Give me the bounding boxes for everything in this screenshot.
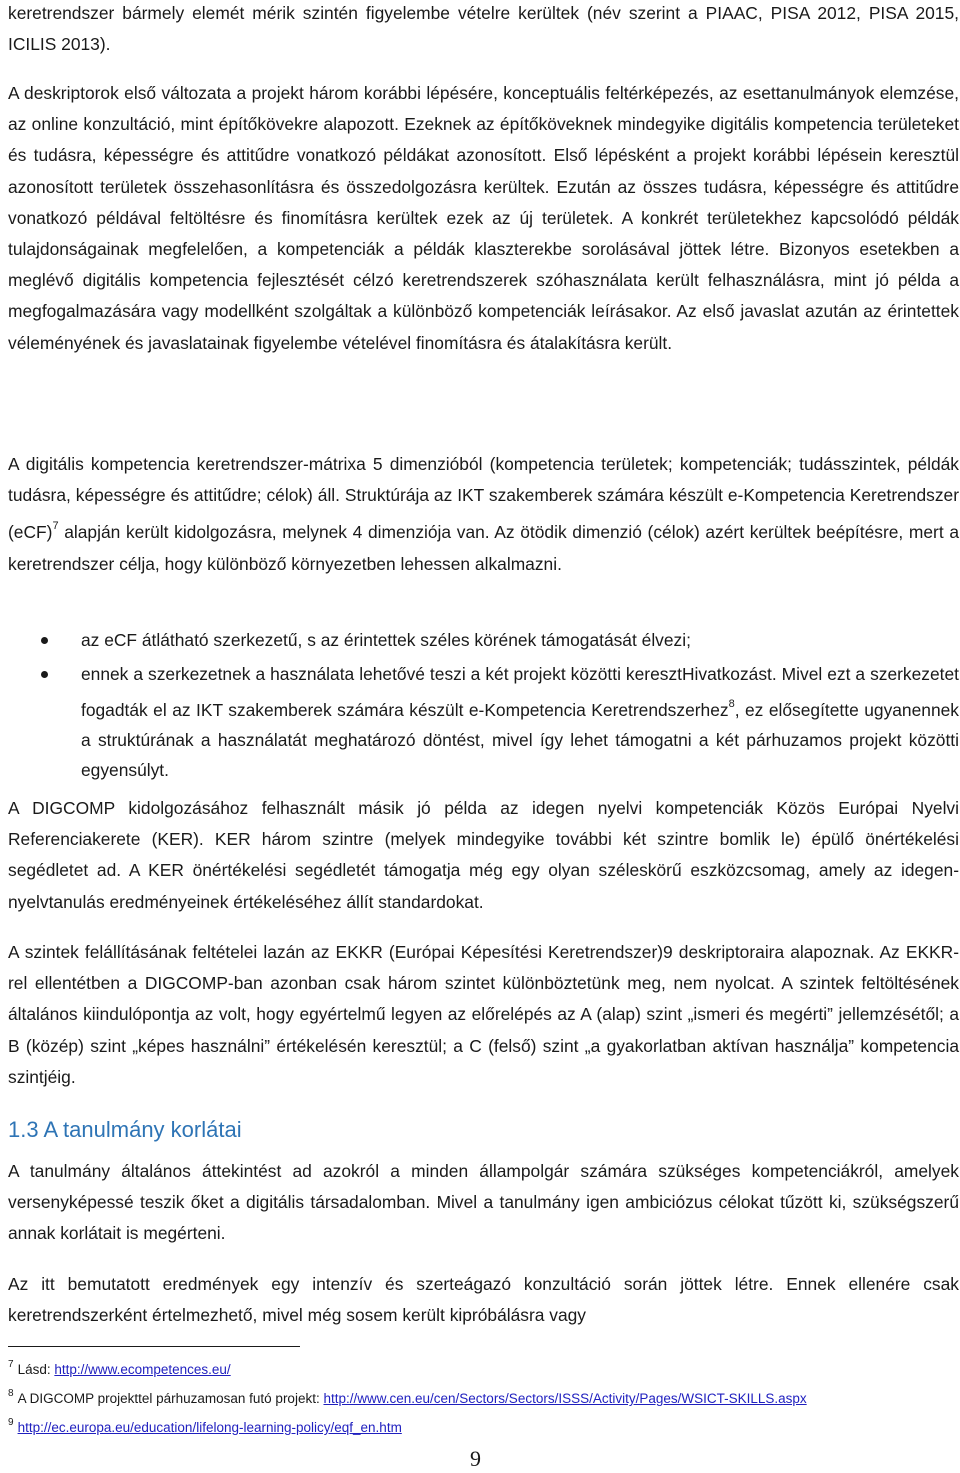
footnote-9: $^9$ http://ec.europa.eu/education/lifelong-learning-policy/eqf_en.htm <box>8 1417 402 1435</box>
section-heading: 1.3 A tanulmány korlátai <box>8 1117 242 1142</box>
page-number: 9 <box>470 1446 481 1471</box>
footnote-separator <box>8 1346 300 1347</box>
footnote-link[interactable]: http://www.cen.eu/cen/Sectors/Sectors/ISSS/Activity/Pages/WSICT-SKILLS.aspx <box>323 1391 807 1406</box>
paragraph-3: A digitális kompetencia keretrendszer-mátrixa 5 dimenzióból (kompetencia területek; kompetenciák; tudásszintek, példák tudásra, képességre és attitűdre; célok) áll. Struktúrája az IKT szakemberek számára készült e-Kompetencia Keretrendszer (eCF)$^7$ alapján került kidolgozásra, melynek 4 dimenziója van. Az ötödik dimenzió (célok) azért kerültek beépítésre, mert a keretrendszer célja, hogy különböző környezetben lehessen alkalmazni. <box>8 454 959 574</box>
paragraph-2: A deskriptorok első változata a projekt három korábbi lépésére, konceptuális feltérképezés, az esettanulmányok elemzése, az online konzultáció, mint építőkövekre alapozott. Ezeknek az építőköveknek mindegyike digitális kompetencia területeket és tudásra, képességre és attitűdre vonatkozó példákat azonosított. Első lépésként a projekt korábbi lépésein keresztül azonosított területek összehasonlításra és összedolgozásra kerültek. Ezután az összes tudásra, képességre és attitűdre vonatkozó példával feltöltésre és finomításra kerültek ezek az új területek. A konkrét területekhez kapcsolódó példák tulajdonságainak megfelelően, a kompetenciák a példák klaszterekbe sorolásával jöttek létre. Bizonyos esetekben a meglévő digitális kompetencia fejlesztését célzó keretrendszerek szóhasználata került felhasználásra, mint jó példa a megfogalmazására vagy modellként szolgáltak a különböző kompetenciák leírásakor. Az első javaslat azután az érintettek véleményének és javaslatainak figyelembe vételével finomításra és átalakításra került. <box>8 83 959 353</box>
footnote-ref-8[interactable]: 8 <box>728 698 735 710</box>
paragraph-6: A tanulmány általános áttekintést ad azokról a minden állampolgár számára szükséges kompetenciákról, amelyek versenyképessé teszik őket a digitális társadalomban. Mivel a tanulmány igen ambiciózus célokat tűzött ki, szükségszerű annak korlátait is megérteni. <box>8 1161 959 1244</box>
footnote-ref-7[interactable]: 7 <box>52 520 59 533</box>
paragraph-7: Az itt bemutatott eredmények egy intenzív és szerteágazó konzultáció során jöttek létre. Ennek ellenére csak keretrendszerként értelmezhető, mivel még sosem került kipróbálásra vagy <box>8 1274 959 1326</box>
footnotes <box>8 1356 959 1443</box>
list-item: az eCF átlátható szerkezetű, s az érintettek széles körének támogatását élvezi; <box>8 625 959 655</box>
paragraph-4: A DIGCOMP kidolgozásához felhasznált másik jó példa az idegen nyelvi kompetenciák Közös Európai Nyelvi Referenciakerete (KER). KER három szintre (melyek mindegyike további két szintre bomlik le) épülő önértékelési segédletet ad. A KER önértékelési segédletét támogatja még egy olyan széleskörű eszközcsomag, amely az idegen-nyelvtanulás eredményeinek értékeléséhez állít standardokat. <box>8 798 959 912</box>
bullet-icon <box>41 671 48 678</box>
footnote-7: $^7$ Lásd: http://www.ecompetences.eu/ <box>8 1359 231 1377</box>
footnote-link[interactable]: http://www.ecompetences.eu/ <box>54 1362 231 1377</box>
paragraph-1: keretrendszer bármely elemét mérik szintén figyelembe vételre kerültek (név szerint a PIAAC, PISA 2012, PISA 2015, ICILIS 2013). <box>8 3 959 55</box>
paragraph-5: A szintek felállításának feltételei lazán az EKKR (Európai Képesítési Keretrendszer)9 deskriptoraira alapoznak. Az EKKR-rel ellentétben a DIGCOMP-ban azonban csak három szintet különböztetünk meg, nem nyolcat. A szintek feltöltésének általános kiindulópontja az volt, hogy egyértelmű legyen az előrelépés az A (alap) szint „ismeri és megérti” jellemzésétől; a B (közép) szint „képes használni” értékelésén keresztül; a C (felső) szint „a gyakorlatban aktívan használja” kompetencia szintjéig. <box>8 942 959 1087</box>
footnote-link[interactable]: http://ec.europa.eu/education/lifelong-learning-policy/eqf_en.htm <box>17 1420 402 1435</box>
bullet-icon <box>41 637 48 644</box>
footnote-8: $^8$ A DIGCOMP projekttel párhuzamosan futó projekt: http://www.cen.eu/cen/Sectors/Sectors/ISSS/Activity/Pages/WSICT-SKILLS.aspx <box>8 1388 807 1406</box>
bullet-list <box>8 625 959 789</box>
list-item: ennek a szerkezetnek a használata lehetővé teszi a két projekt közötti keresztHivatkozást. Mivel ezt a szerkezetet fogadták el az IKT szakemberek számára készült e-Kompetencia Keretrendszerhez$^8$, ez elősegítette ugyanennek a struktúrának a használatát meghatározó döntést, mivel így lehet támogatni a két párhuzamos projekt közötti egyensúlyt. <box>8 659 959 785</box>
